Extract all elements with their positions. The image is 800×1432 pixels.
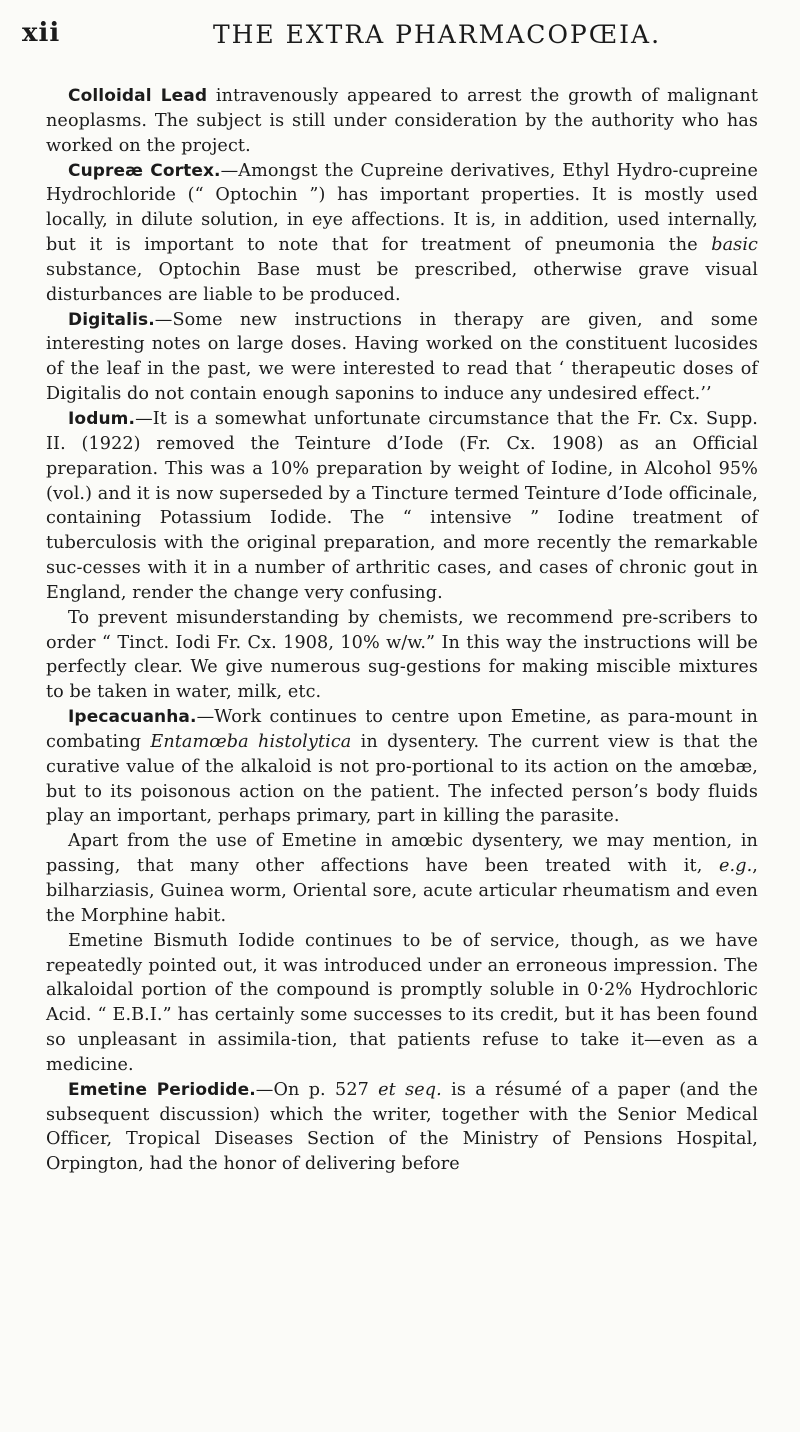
paragraph-emetine-uses: Apart from the use of Emetine in amœbic dysentery, we may mention, in passing, that many other affections have been treated with it, e.g., bilharziasis, Guinea worm, Oriental sore, acute articular rheumatism and even the Morphine habit.: [46, 831, 758, 926]
running-title: THE EXTRA PHARMACOPŒIA.: [212, 20, 662, 49]
body-text: [46, 84, 758, 1177]
entry-heading: Emetine Periodide.: [68, 1079, 256, 1100]
page-number: xii: [22, 18, 61, 48]
paragraph-iodum-recommendation: To prevent misunderstanding by chemists, we recommend pre-scribers to order “ Tinct. Iodi Fr. Cx. 1908, 10% w/w.” In this way the instructions will be perfectly clear. We give numerous sug-gestions for making miscible mixtures to be taken in water, milk, etc.: [46, 607, 758, 703]
page-header: [22, 18, 760, 58]
entry-heading: Colloidal Lead: [68, 86, 208, 106]
entry-heading: Ipecacuanha.: [68, 707, 197, 728]
paragraph-iodum: Iodum.—It is a somewhat unfortunate circumstance that the Fr. Cx. Supp. II. (1922) removed the Teinture d’Iode (Fr. Cx. 1908) as an Official preparation. This was a 10% preparation by weight of Iodine, in Alcohol 95% (vol.) and it is now superseded by a Tincture termed Teinture d’Iode officinale, containing Potassium Iodide. The “ intensive ” Iodine treatment of tuberculosis with the original preparation, and more recently the remarkable suc-cesses with it in a number of arthritic cases, and cases of chronic gout in England, render the change very confusing.: [46, 408, 758, 603]
paragraph-ipecacuanha: Ipecacuanha.—Work continues to centre upon Emetine, as para-mount in combating Entamœba histolytica in dysentery. The current view is that the curative value of the alkaloid is not pro-portional to its action on the amœbæ, but to its poisonous action on the patient. The infected person’s body fluids play an important, perhaps primary, part in killing the parasite.: [46, 707, 759, 827]
entry-heading: Cupreæ Cortex.: [68, 160, 221, 181]
entry-heading: Iodum.: [68, 408, 136, 429]
paragraph-emetine-bismuth-iodide: Emetine Bismuth Iodide continues to be of service, though, as we have repeatedly pointed out, it was introduced under an erroneous impression. The alkaloidal portion of the compound is promptly soluble in 0·2% Hydrochloric Acid. “ E.B.I.” has certainly some successes to its credit, but it has been found so unpleasant in assimila-tion, that patients refuse to take it—even as a medicine.: [46, 930, 758, 1075]
paragraph-emetine-periodide: Emetine Periodide.—On p. 527 et seq. is a résumé of a paper (and the subsequent discussion) which the writer, together with the Senior Medical Officer, Tropical Diseases Section of the Ministry of Pensions Hospital, Orpington, had the honor of delivering before: [46, 1079, 758, 1175]
paragraph-cupreae-cortex: Cupreæ Cortex.—Amongst the Cupreine derivatives, Ethyl Hydro-cupreine Hydrochloride (“ Optochin ”) has important properties. It is mostly used locally, in dilute solution, in eye affections. It is, in addition, used internally, but it is important to note that for treatment of pneumonia the basic substance, Optochin Base must be prescribed, otherwise grave visual disturbances are liable to be produced.: [46, 160, 758, 305]
entry-heading: Digitalis.: [68, 309, 155, 330]
paragraph-colloidal-lead: Colloidal Lead intravenously appeared to arrest the growth of malignant neoplasms. The subject is still under consideration by the authority who has worked on the project.: [46, 86, 758, 156]
paragraph-digitalis: Digitalis.—Some new instructions in therapy are given, and some interesting notes on large doses. Having worked on the constituent lucosides of the leaf in the past, we were interested to read that ‘ therapeutic doses of Digitalis do not contain enough saponins to induce any undesired effect.’’: [46, 309, 758, 405]
